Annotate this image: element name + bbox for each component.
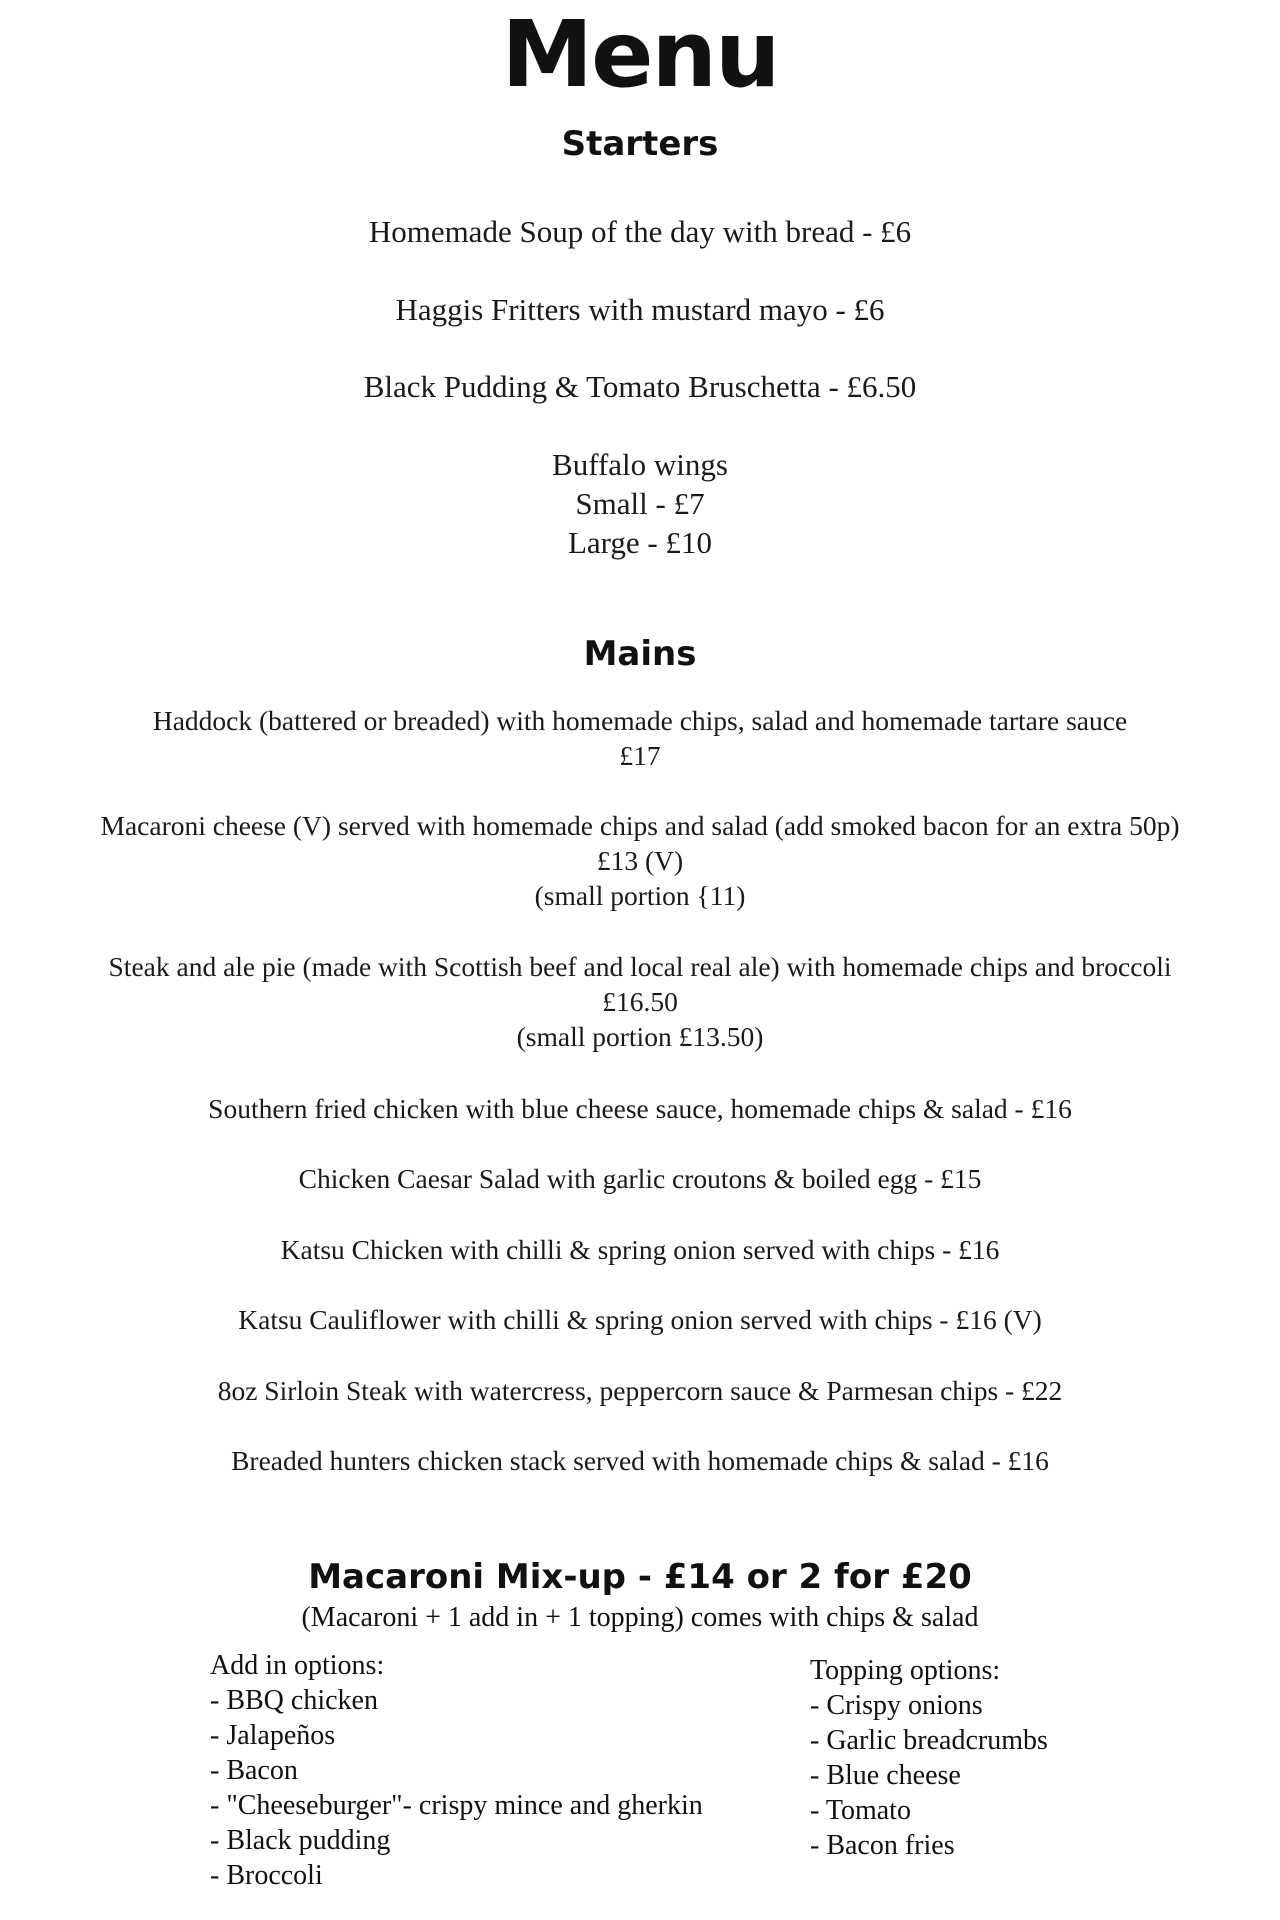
main-item — [0, 1161, 1280, 1196]
main-line: 8oz Sirloin Steak with watercress, peppercorn sauce & Parmesan chips - £22 — [217, 1375, 1063, 1406]
main-line: Breaded hunters chicken stack served with homemade chips & salad - £16 — [231, 1445, 1049, 1476]
main-item — [0, 808, 1280, 913]
topping-option: - Blue cheese — [810, 1760, 961, 1791]
main-price: £13 (V) — [596, 845, 684, 876]
main-line: Southern fried chicken with blue cheese sauce, homemade chips & salad - £16 — [208, 1093, 1072, 1124]
main-item — [0, 1373, 1280, 1408]
macaroni-heading: Macaroni Mix-up - £14 or 2 for £20 — [308, 1557, 972, 1597]
main-line: Steak and ale pie (made with Scottish beef and local real ale) with homemade chips and broccoli — [108, 951, 1172, 982]
starter-line: Haggis Fritters with mustard mayo - £6 — [395, 292, 885, 327]
main-line: Haddock (battered or breaded) with homemade chips, salad and homemade tartare sauce — [152, 705, 1128, 736]
main-item — [0, 703, 1280, 773]
main-note: (small portion {11) — [534, 880, 746, 911]
topping-option: - Tomato — [810, 1795, 911, 1826]
main-item — [0, 1302, 1280, 1337]
starter-item — [0, 445, 1280, 562]
main-line: Macaroni cheese (V) served with homemade chips and salad (add smoked bacon for an extra 50p) — [100, 810, 1180, 841]
starter-line: Homemade Soup of the day with bread - £6 — [368, 214, 912, 249]
starter-item — [0, 367, 1280, 406]
topping-title: Topping options: — [810, 1655, 1001, 1686]
topping-options — [810, 1653, 1048, 1863]
main-price: £16.50 — [602, 986, 678, 1017]
macaroni-subtitle: (Macaroni + 1 add in + 1 topping) comes with chips & salad — [301, 1602, 979, 1633]
main-line: Katsu Cauliflower with chilli & spring onion served with chips - £16 (V) — [238, 1304, 1042, 1335]
starter-line: Small - £7 — [575, 486, 705, 521]
main-line: Chicken Caesar Salad with garlic croutons & boiled egg - £15 — [298, 1163, 982, 1194]
add-in-option: - "Cheeseburger"- crispy mince and gherkin — [210, 1790, 703, 1821]
add-in-option: - Jalapeños — [210, 1720, 336, 1751]
topping-option: - Crispy onions — [810, 1690, 983, 1721]
topping-option: - Bacon fries — [810, 1830, 955, 1861]
add-in-title: Add in options: — [210, 1650, 385, 1681]
main-line: Katsu Chicken with chilli & spring onion served with chips - £16 — [280, 1234, 1000, 1265]
add-in-option: - Bacon — [210, 1755, 298, 1786]
starter-item — [0, 212, 1280, 251]
add-in-options — [210, 1648, 703, 1893]
main-item — [0, 1443, 1280, 1478]
topping-option: - Garlic breadcrumbs — [810, 1725, 1048, 1756]
starter-line: Large - £10 — [567, 525, 713, 560]
starter-line: Black Pudding & Tomato Bruschetta - £6.50 — [363, 369, 917, 404]
add-in-option: - Black pudding — [210, 1825, 391, 1856]
main-price: £17 — [619, 740, 661, 771]
mains-heading: Mains — [583, 634, 697, 674]
main-item — [0, 1232, 1280, 1267]
main-note: (small portion £13.50) — [516, 1021, 764, 1052]
starter-line: Buffalo wings — [552, 447, 728, 482]
add-in-option: - BBQ chicken — [210, 1685, 378, 1716]
menu-title: Menu — [501, 1, 779, 108]
starters-heading: Starters — [561, 124, 719, 164]
add-in-option: - Broccoli — [210, 1860, 323, 1891]
starter-item — [0, 290, 1280, 329]
main-item — [0, 949, 1280, 1054]
main-item — [0, 1091, 1280, 1126]
